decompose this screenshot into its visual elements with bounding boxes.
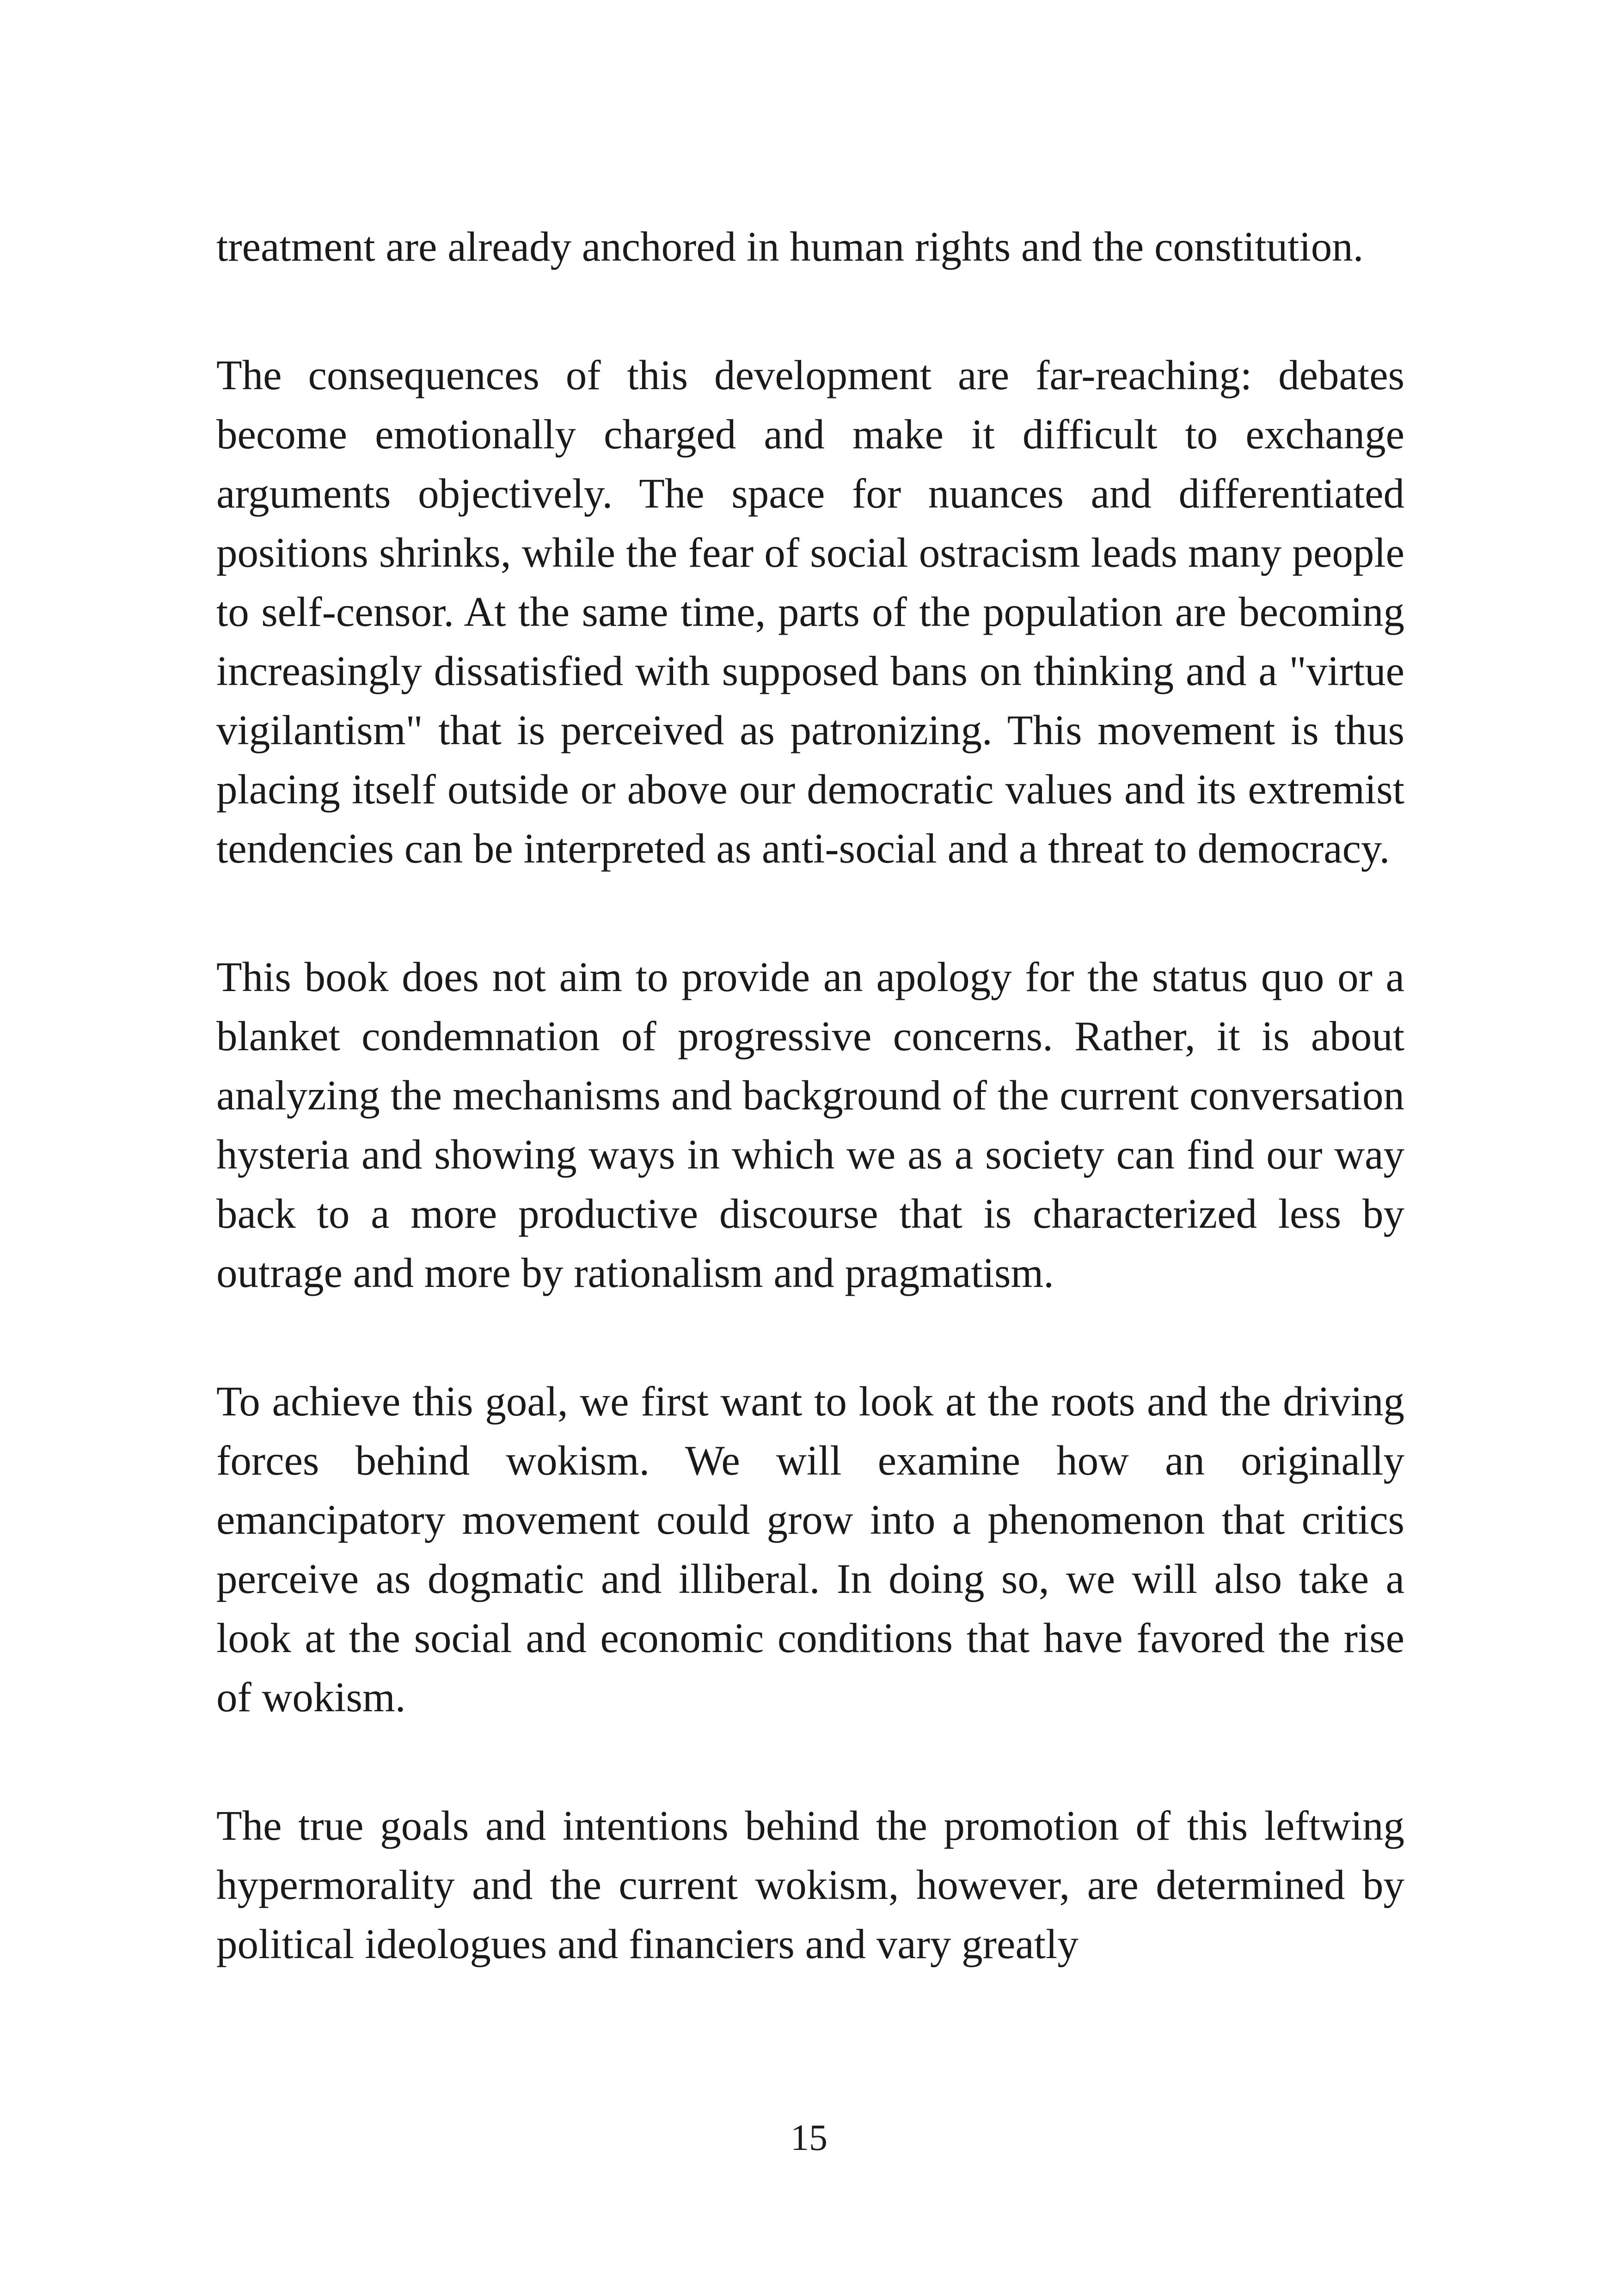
- paragraph-4: To achieve this goal, we first want to look at the roots and the driving forces behind wokism. We will examine how an originally emancipatory movement could grow into a phenomenon that critics perceive as dogmatic and illiberal. In doing so, we will also take a look at the social and economic conditions that have favored the rise of wokism.: [216, 1378, 1404, 1720]
- body-text: [216, 217, 1404, 1974]
- page-number: 15: [791, 2118, 827, 2158]
- paragraph-5: The true goals and intentions behind the promotion of this leftwing hypermorality and the current wokism, however, are determined by political ideologues and financiers and vary greatly: [216, 1802, 1404, 1967]
- paragraph-1: treatment are already anchored in human rights and the constitution.: [216, 223, 1364, 270]
- paragraph-2: The consequences of this development are far-reaching: debates become emotionally charged and make it difficult to exchange arguments objectively. The space for nuances and differentiated positions shrinks, while the fear of social ostracism leads many people to self-censor. At the same time, parts of the population are becoming increasingly dissatisfied with supposed bans on thinking and a "virtue vigilantism" that is perceived as patronizing. This movement is thus placing itself outside or above our democratic values and its extremist tendencies can be interpreted as anti-social and a threat to democracy.: [216, 352, 1404, 872]
- paragraph-3: This book does not aim to provide an apology for the status quo or a blanket condemnation of progressive concerns. Rather, it is about analyzing the mechanisms and background of the current conversation hysteria and showing ways in which we as a society can find our way back to a more productive discourse that is characterized less by outrage and more by rationalism and pragmatism.: [216, 954, 1404, 1296]
